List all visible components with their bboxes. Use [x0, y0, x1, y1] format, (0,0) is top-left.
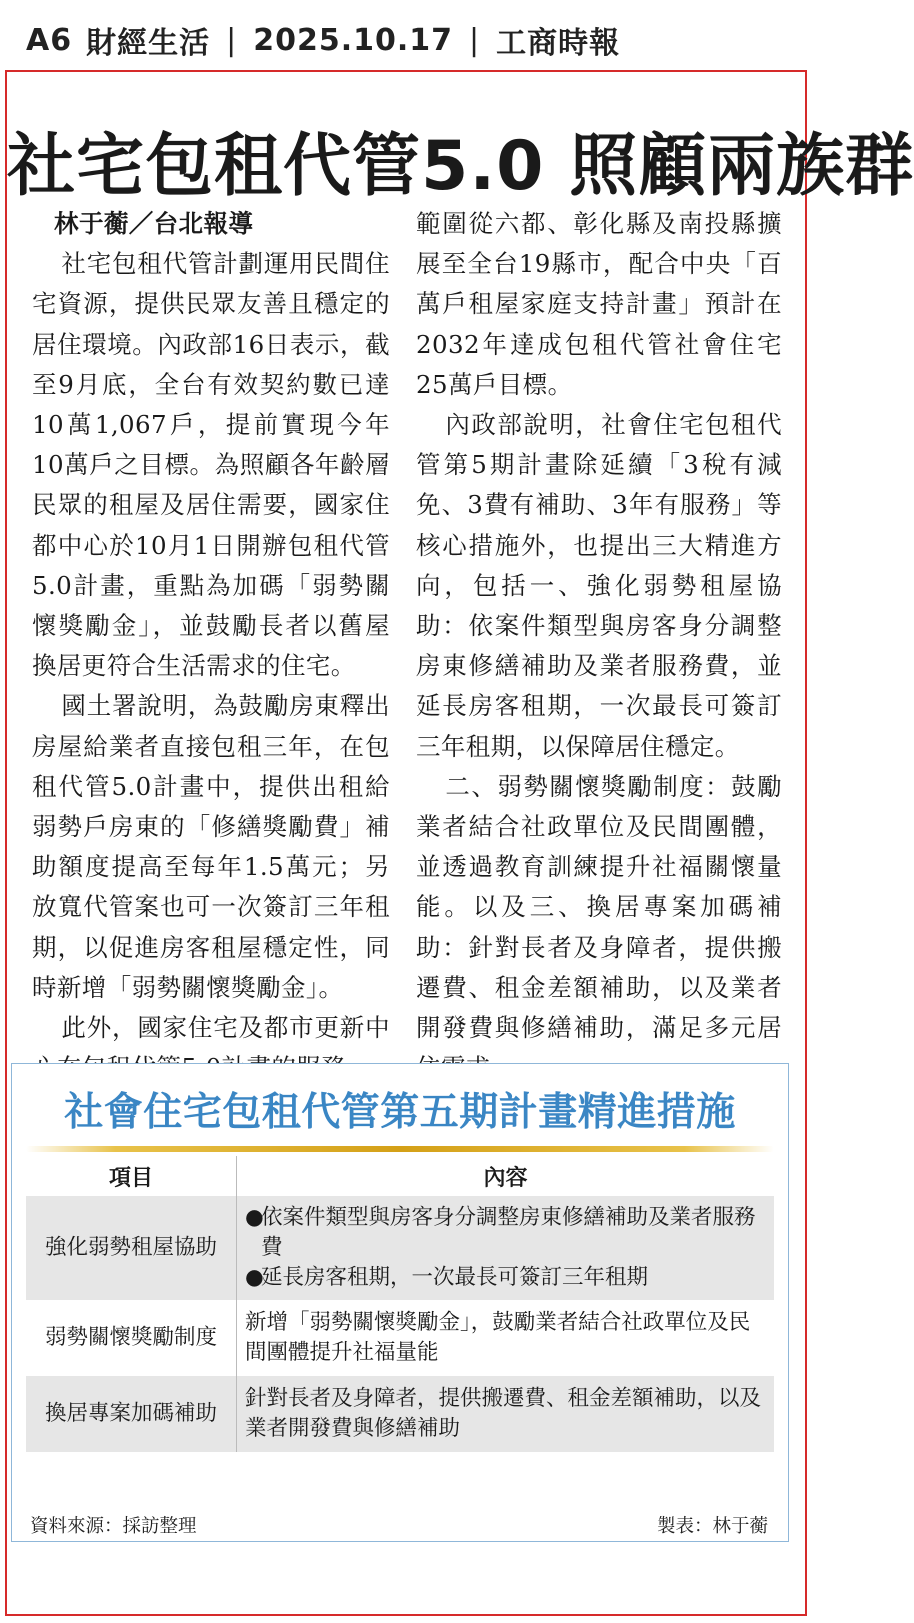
newspaper-name: 工商時報 — [496, 26, 621, 61]
article-paragraph: 範圍從六都、彰化縣及南投縣擴展至全台19縣市，配合中央「百萬戶租屋家庭支持計畫」預計在2032年達成包租代管社會住宅25萬戶目標。 — [416, 209, 782, 399]
bullet-text: 延長房客租期，一次最長可簽訂三年租期 — [261, 1265, 649, 1290]
article-paragraph: 內政部說明，社會住宅包租代管第5期計畫除延續「3稅有減免、3費有補助、3年有服務」等核心措施外，也提出三大精進方向，包括一、強化弱勢租屋協助：依案件類型與房客身分調整房東修繕補助及業者服務費，並延長房客租期，一次最長可簽訂三年租期，以保障居住穩定。 — [416, 410, 782, 761]
article-paragraph: 國土署說明，為鼓勵房東釋出房屋給業者直接包租三年，在包租代管5.0計畫中，提供出租給弱勢戶房東的「修繕獎勵費」補助額度提高至每年1.5萬元；另放寬代管案也可一次簽訂三年租期，以促進房客租屋穩定性，同時新增「弱勢關懷獎勵金」。 — [32, 691, 390, 1002]
masthead — [26, 14, 620, 66]
infobox — [11, 1063, 789, 1542]
bullet-line — [245, 1203, 766, 1263]
table-row — [26, 1300, 774, 1376]
headline: 社宅包租代管5.0 照顧兩族群 — [7, 127, 914, 206]
article-paragraph: 此外，國家住宅及都市更新中 — [61, 1013, 390, 1043]
article-column-left — [32, 204, 390, 1088]
bullet-icon: ● — [245, 1205, 264, 1230]
table-header-row — [26, 1156, 774, 1196]
source-note: 資料來源：採訪整理 — [30, 1516, 197, 1537]
row-item: 強化弱勢租屋協助 — [26, 1196, 237, 1300]
row-content: 針對長者及身障者，提供搬遷費、租金差額補助，以及業者開發費與修繕補助 — [237, 1376, 775, 1452]
bullet-icon: ● — [245, 1265, 264, 1290]
article-paragraph: 社宅包租代管計劃運用民間住宅資源，提供民眾友善且穩定的居住環境。內政部16日表示，截至9月底，全台有效契約數已達10萬1,067戶，提前實現今年10萬戶之目標。為照顧各年齡層民眾的租屋及居住需要，國家住都中心於10月1日開辦包租代管5.0計畫，重點為加碼「弱勢關懷獎勵金」，並鼓勵長者以舊屋換居更符合生活需求的住宅。 — [32, 249, 390, 681]
masthead-separator-1: | — [226, 22, 238, 58]
header-item: 項目 — [26, 1156, 237, 1196]
measures-table — [26, 1156, 774, 1452]
row-item: 弱勢關懷獎勵制度 — [26, 1300, 237, 1376]
header-content: 內容 — [483, 1165, 528, 1191]
bullet-line — [245, 1263, 766, 1293]
infobox-title: 社會住宅包租代管第五期計畫精進措施 — [64, 1090, 736, 1135]
page-number: A6 — [26, 22, 73, 58]
article-paragraph: 二、弱勢關懷獎勵制度：鼓勵業者結合社政單位及民間團體，並透過教育訓練提升社福關懷量能。以及三、換居專案加碼補助：針對長者及身障者，提供搬遷費、租金差額補助，以及業者開發費與修繕補助，滿足多元居 — [416, 771, 782, 1043]
article-column-right — [416, 204, 782, 1088]
row-item: 換居專案加碼補助 — [26, 1376, 237, 1452]
row-content — [237, 1196, 775, 1300]
table-row — [26, 1376, 774, 1452]
table-credit: 製表：林于蘅 — [656, 1516, 768, 1537]
row-content: 新增「弱勢關懷獎勵金」，鼓勵業者結合社政單位及民間團體提升社福量能 — [245, 1310, 751, 1365]
issue-date: 2025.10.17 — [253, 22, 453, 58]
byline: 林于蘅／台北報導 — [54, 209, 254, 238]
masthead-separator-2: | — [469, 22, 481, 58]
table-row — [26, 1196, 774, 1300]
gold-divider — [26, 1146, 774, 1152]
bullet-text: 依案件類型與房客身分調整房東修繕補助及業者服務費 — [261, 1205, 756, 1260]
section-name: 財經生活 — [86, 26, 211, 61]
